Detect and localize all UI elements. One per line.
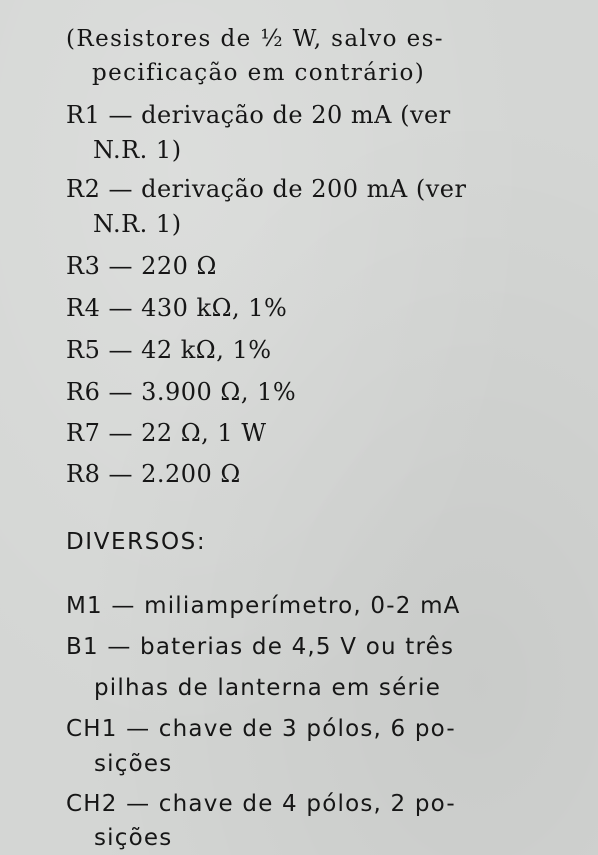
item-ch1-line-1: CH1 — chave de 3 pólos, 6 po- — [66, 716, 456, 742]
resistor-r8: R8 — 2.200 Ω — [66, 460, 241, 488]
item-ch2-line-1: CH2 — chave de 4 pólos, 2 po- — [66, 791, 456, 817]
resistor-r4: R4 — 430 kΩ, 1% — [66, 294, 288, 322]
item-b1-line-2: pilhas de lanterna em série — [94, 675, 442, 701]
resistor-r5: R5 — 42 kΩ, 1% — [66, 336, 272, 364]
resistor-r2-line-1: R2 — derivação de 200 mA (ver — [66, 175, 467, 203]
resistor-r1-line-2: N.R. 1) — [93, 136, 182, 164]
resistor-r1-line-1: R1 — derivação de 20 mA (ver — [66, 101, 451, 129]
resistor-r7: R7 — 22 Ω, 1 W — [66, 419, 267, 447]
resistor-r6: R6 — 3.900 Ω, 1% — [66, 378, 297, 406]
item-m1: M1 — miliamperímetro, 0-2 mA — [66, 593, 461, 619]
resistor-r3: R3 — 220 Ω — [66, 252, 217, 280]
diversos-heading: DIVERSOS: — [66, 529, 207, 555]
item-ch2-line-2: sições — [94, 825, 173, 851]
item-ch1-line-2: sições — [94, 751, 173, 777]
resistors-note-line-1: (Resistores de ½ W, salvo es- — [66, 26, 444, 52]
item-b1-line-1: B1 — baterias de 4,5 V ou três — [66, 634, 455, 660]
resistors-note-line-2: pecificação em contrário) — [92, 60, 426, 86]
resistor-r2-line-2: N.R. 1) — [93, 210, 182, 238]
